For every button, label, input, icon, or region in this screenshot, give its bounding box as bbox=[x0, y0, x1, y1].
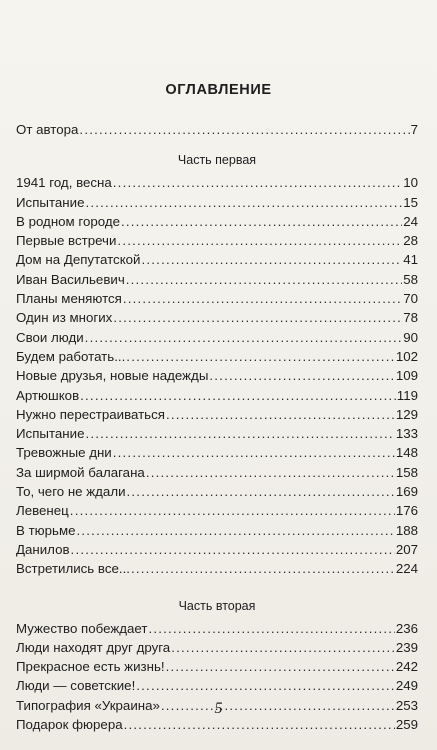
toc-entry-page: 176 bbox=[395, 503, 418, 519]
toc-entry[interactable] bbox=[16, 250, 418, 269]
leader-dots bbox=[79, 120, 409, 139]
toc-entry-page: 249 bbox=[395, 678, 418, 694]
leader-dots bbox=[127, 482, 395, 501]
toc-entry-title: От автора bbox=[16, 122, 79, 137]
toc-entry-page: 24 bbox=[403, 213, 418, 229]
leader-dots bbox=[85, 424, 394, 443]
toc-entry-title: Люди — советские! bbox=[16, 678, 136, 694]
toc-entry[interactable] bbox=[16, 386, 418, 405]
toc-entry-title: Мужество побеждает bbox=[16, 620, 148, 636]
toc-entry-page: 109 bbox=[395, 368, 418, 384]
leader-dots bbox=[117, 231, 402, 250]
toc-entry-title: 1941 год, весна bbox=[16, 175, 112, 191]
toc-entry-page: 119 bbox=[396, 387, 418, 403]
toc-entry-title: Первые встречи bbox=[16, 233, 117, 249]
leader-dots bbox=[126, 270, 402, 289]
leader-dots bbox=[123, 289, 402, 308]
leader-dots bbox=[148, 619, 394, 638]
toc-entry-page: 70 bbox=[403, 291, 418, 307]
toc-entry-title: Тревожные дни bbox=[16, 445, 112, 461]
toc-entry-title: Типография «Украина» bbox=[16, 697, 160, 713]
toc-entry-title: Артюшков bbox=[16, 387, 80, 403]
toc-entry[interactable] bbox=[16, 540, 418, 559]
toc-entry[interactable] bbox=[16, 212, 418, 231]
leader-dots bbox=[80, 386, 396, 405]
toc-entry-page: 253 bbox=[395, 697, 418, 713]
toc-entry-page: 188 bbox=[395, 522, 418, 538]
leader-dots bbox=[85, 193, 402, 212]
toc-entry-title: В тюрьме bbox=[16, 522, 76, 538]
toc-entry[interactable] bbox=[16, 231, 418, 250]
leader-dots bbox=[71, 540, 395, 559]
toc-entry[interactable] bbox=[16, 463, 418, 482]
leader-dots bbox=[77, 521, 395, 540]
leader-dots bbox=[166, 405, 395, 424]
toc-entry[interactable] bbox=[16, 347, 418, 366]
toc-entry-title: Новые друзья, новые надежды bbox=[16, 368, 209, 384]
toc-entry[interactable] bbox=[16, 424, 418, 443]
toc-entry-title: Левенец bbox=[16, 503, 69, 519]
toc-entry-page: 129 bbox=[395, 406, 418, 422]
toc-entry[interactable] bbox=[16, 193, 418, 212]
leader-dots bbox=[113, 173, 402, 192]
toc-entry-page: 102 bbox=[395, 348, 418, 364]
toc-entry[interactable] bbox=[16, 173, 418, 192]
toc-entry-page: 169 bbox=[395, 484, 418, 500]
toc-entry-title: В родном городе bbox=[16, 213, 120, 229]
toc-entry-page: 236 bbox=[395, 620, 418, 636]
leader-dots bbox=[113, 443, 395, 462]
toc-entry[interactable] bbox=[16, 657, 418, 676]
toc-entry-page: 90 bbox=[403, 329, 418, 345]
toc-entry-page: 148 bbox=[395, 445, 418, 461]
toc-entry-title: Иван Васильевич bbox=[16, 271, 125, 287]
part-title-1: Часть первая bbox=[177, 153, 257, 168]
toc-entry-intro[interactable] bbox=[16, 120, 418, 139]
page-number: 5 bbox=[214, 700, 223, 717]
leader-dots bbox=[166, 657, 395, 676]
leader-dots bbox=[142, 250, 403, 269]
toc-entry-title: Будем работать... bbox=[16, 348, 126, 364]
toc-entry-page: 207 bbox=[395, 541, 418, 557]
toc-entry-title: Подарок фюрера bbox=[16, 717, 123, 733]
toc-entry-title: То, чего не ждали bbox=[16, 484, 126, 500]
leader-dots bbox=[70, 501, 395, 520]
toc-entry[interactable] bbox=[16, 270, 418, 289]
toc-entry-title: Прекрасное есть жизнь! bbox=[16, 659, 165, 675]
part-1-entries bbox=[16, 173, 418, 578]
toc-entry[interactable] bbox=[16, 443, 418, 462]
toc-entry-page: 41 bbox=[403, 252, 418, 268]
part-title-2: Часть вторая bbox=[178, 598, 256, 613]
toc-entry-title: Люди находят друг друга bbox=[16, 639, 171, 655]
toc-entry-title: За ширмой балагана bbox=[16, 464, 145, 480]
toc-entry-page: 224 bbox=[395, 561, 418, 577]
toc-entry[interactable] bbox=[16, 405, 418, 424]
toc-entry-page: 242 bbox=[395, 659, 418, 675]
leader-dots bbox=[85, 328, 403, 347]
toc-entry-page: 28 bbox=[403, 233, 418, 249]
leader-dots bbox=[146, 463, 395, 482]
toc-heading: ОГЛАВЛЕНИЕ bbox=[165, 82, 272, 98]
toc-entry-title: Свои люди bbox=[16, 329, 84, 345]
toc-entry-title: Один из многих bbox=[16, 310, 113, 326]
toc-entry-page: 7 bbox=[410, 122, 418, 137]
toc-entry-title: Испытание bbox=[16, 426, 85, 442]
toc-entry[interactable] bbox=[16, 676, 418, 695]
leader-dots bbox=[121, 212, 402, 231]
toc-entry-title: Планы меняются bbox=[16, 291, 122, 307]
toc-entry-page: 158 bbox=[395, 464, 418, 480]
leader-dots bbox=[131, 559, 395, 578]
toc-entry-title: Данилов bbox=[16, 541, 70, 557]
leader-dots bbox=[209, 366, 394, 385]
toc-entry-page: 78 bbox=[403, 310, 418, 326]
toc-entry[interactable] bbox=[16, 559, 418, 578]
toc-entry-title: Нужно перестраиваться bbox=[16, 406, 165, 422]
toc-entry-page: 239 bbox=[395, 639, 418, 655]
toc-entry[interactable] bbox=[16, 308, 418, 327]
toc-entry[interactable] bbox=[16, 521, 418, 540]
toc-entry-page: 15 bbox=[403, 194, 418, 210]
toc-entry-page: 133 bbox=[395, 426, 418, 442]
toc-entry[interactable] bbox=[16, 366, 418, 385]
toc-entry[interactable] bbox=[16, 619, 418, 638]
toc-entry[interactable] bbox=[16, 501, 418, 520]
leader-dots bbox=[171, 638, 395, 657]
toc-entry-page: 58 bbox=[403, 271, 418, 287]
toc-entry-title: Испытание bbox=[16, 194, 85, 210]
toc-entry-title: Дом на Депутатской bbox=[16, 252, 141, 268]
leader-dots bbox=[136, 676, 395, 695]
table-of-contents bbox=[16, 120, 418, 734]
toc-entry[interactable] bbox=[16, 328, 418, 347]
leader-dots bbox=[126, 347, 395, 366]
toc-entry-title: Встретились все... bbox=[16, 561, 130, 577]
leader-dots bbox=[113, 308, 402, 327]
toc-entry[interactable] bbox=[16, 638, 418, 657]
toc-entry-page: 10 bbox=[403, 175, 418, 191]
toc-entry[interactable] bbox=[16, 289, 418, 308]
toc-entry-page: 259 bbox=[395, 717, 418, 733]
toc-entry[interactable] bbox=[16, 482, 418, 501]
